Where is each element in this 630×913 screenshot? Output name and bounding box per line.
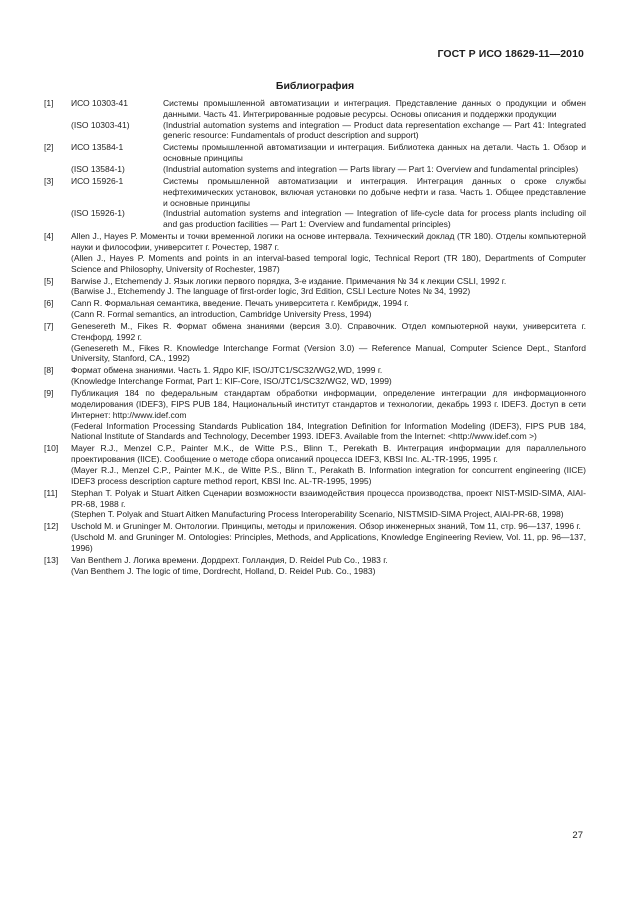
reference-body	[71, 298, 586, 320]
reference-number: [10]	[44, 443, 59, 454]
reference-text: (Knowledge Interchange Format, Part 1: KIF-Core, ISO/JTC1/SC32/WG2, WD, 1999)	[71, 376, 392, 387]
reference-text: Genesereth M., Fikes R. Формат обмена знаниями (версия 3.0). Справочник. Отдел компьютерной науки, университета г. Стенфорд. 1992 г.	[71, 321, 586, 342]
reference-text: (Barwise J., Etchemendy J. The language of first-order logic, 3rd Edition, CSLI Lecture Notes № 34, 1992)	[71, 286, 471, 297]
reference-entry	[44, 365, 586, 387]
reference-text: Публикация 184 по федеральным стандартам обработки информации, определение интеграции для информационного моделирования (IDEF3), FIPS PUB 184, Национальный институт стандартов и технологии, декабрь 1993 г. IDEF3. Доступ в сети Интернет: http://www.idef.com	[71, 388, 586, 420]
reference-text: Uschold M. и Gruninger M. Онтологии. Принципы, методы и приложения. Обзор инженерных знаний, Том 11, стр. 96—137, 1996 г.	[71, 521, 581, 532]
reference-number: [6]	[44, 298, 54, 309]
reference-line	[44, 298, 586, 320]
standard-title: (Industrial automation systems and integration — Parts library — Part 1: Overview and fundamental principles)	[163, 163, 579, 174]
reference-number: [1]	[44, 98, 54, 108]
reference-line	[44, 120, 586, 142]
reference-line	[44, 321, 586, 364]
reference-text: (Mayer R.J., Menzel C.P., Painter M.K., de Witte P.S., Blinn T., Perakath B. Information integration for concurrent engineering (IICE) IDEF3 process description capture method report, KBSI Inc. AL-TR-1995, 1995)	[71, 464, 586, 486]
reference-text: Mayer R.J., Menzel C.P., Painter M.K., de Witte P.S., Blinn T., Perekath B. Интеграция информации для параллельного проектирования (IICE). Сообщение о методе сбора описаний процесса IDEF3, KBSI Inc. AL-TR-1995, 1995 г.	[71, 443, 586, 465]
reference-line	[44, 276, 586, 298]
standard-title: Системы промышленной автоматизации и интеграция. Интеграция данных о сроке службы нефтехимических установок, включая установки по добыче нефти и газа. Часть 1. Общее представление и основные принципы	[163, 175, 586, 208]
reference-number: [9]	[44, 388, 54, 399]
document-header: ГОСТ Р ИСО 18629-11—2010	[437, 48, 584, 60]
reference-entry	[44, 98, 586, 141]
standard-code: (ISO 10303-41)	[71, 119, 130, 130]
reference-line	[44, 176, 586, 208]
reference-number: [4]	[44, 231, 54, 242]
standard-title: Системы промышленной автоматизации и интеграция. Представление данных о продукции и обмен данными. Часть 41. Интегрированные родовые ресурсы. Основы описания и поддержки продукции	[163, 98, 586, 119]
reference-line	[44, 365, 586, 387]
reference-number	[44, 208, 71, 230]
standard-code: (ISO 15926-1)	[71, 208, 125, 219]
reference-body	[71, 388, 586, 442]
reference-text: Barwise J., Etchemendy J. Язык логики первого порядка, 3-е издание. Примечания № 34 к лекции CSLI, 1992 г.	[71, 275, 507, 286]
reference-text: (Genesereth M., Fikes R. Knowledge Interchange Format (Version 3.0) — Reference Manual, Computer Science Dept., Stanford University, Stanford, CA., 1992)	[71, 342, 586, 364]
reference-line	[44, 231, 586, 274]
reference-text: (Federal Information Processing Standards Publication 184, Integration Definition for Information Modeling (IDEF3), FIPS PUB 184, National Institute of Standards and Technology, December 1993. IDEF3. Available from the Internet: <http://www.idef.com >)	[71, 420, 586, 442]
reference-entry	[44, 298, 586, 320]
reference-line	[44, 521, 586, 553]
standard-code: ИСО 13584-1	[71, 142, 124, 153]
reference-entry	[44, 443, 586, 486]
reference-entry	[44, 488, 586, 520]
reference-number: [3]	[44, 175, 54, 186]
reference-line	[44, 98, 586, 120]
reference-line	[44, 488, 586, 520]
bibliography-title: Библиография	[275, 80, 355, 92]
reference-line	[44, 164, 586, 175]
reference-text: Allen J., Hayes P. Моменты и точки временной логики на основе интервала. Технический доклад (TR 180). Отделы компьютерной науки и философии, университет г. Рочестер, 1987 г.	[71, 231, 586, 252]
reference-body	[71, 321, 586, 364]
reference-number: [5]	[44, 275, 54, 286]
reference-entry	[44, 521, 586, 553]
reference-text: (Uschold M. and Gruninger M. Ontologies: Principles, Methods, and Applications, Knowledge Engineering Review, Vol. 11, pp. 96—137, 1996)	[71, 532, 586, 553]
reference-text: (Van Benthem J. The logic of time, Dordrecht, Holland, D. Reidel Pub. Co., 1983)	[71, 565, 376, 576]
reference-text: (Stephen T. Polyak and Stuart Aitken Manufacturing Process Interoperability Scenario, NISTMSID-SIMA Project, AIAI-PR-68, 1998)	[71, 509, 564, 520]
standard-code: ИСО 10303-41	[71, 98, 128, 108]
reference-number: [12]	[44, 521, 59, 532]
reference-entry	[44, 276, 586, 298]
reference-text: (Allen J., Hayes P. Moments and points in an interval-based temporal logic, Technical Report (TR 180), Departments of Computer Science and Philosophy, University of Rochester, 1987)	[71, 252, 586, 274]
standard-title: Системы промышленной автоматизации и интеграция. Библиотека данных на детали. Часть 1. Обзор и основные принципы	[163, 142, 586, 164]
reference-body	[71, 443, 586, 486]
reference-text: Stephan T. Polyak и Stuart Aitken Сценарии возможности взаимодействия процесса производства, проект NIST-MSID-SIMA, AIAI-PR-68, 1988 г.	[71, 487, 586, 509]
standard-title: (Industrial automation systems and integration — Integration of life-cycle data for process plants including oil and gas production facilities — Part 1: Overview and fundamental principles)	[163, 208, 586, 230]
reference-text: (Cann R. Formal semantics, an introduction, Cambridge University Press, 1994)	[71, 309, 372, 320]
reference-entry	[44, 555, 586, 577]
standard-title: (Industrial automation systems and integration — Product data representation exchange — Part 41: Integrated generic resource: Fundamentals of product description and support)	[163, 119, 586, 141]
reference-entry	[44, 176, 586, 230]
standard-code: ИСО 15926-1	[71, 175, 124, 186]
reference-body	[71, 365, 586, 387]
reference-line	[44, 388, 586, 442]
reference-number: [11]	[44, 487, 58, 498]
standard-code: (ISO 13584-1)	[71, 163, 125, 174]
reference-body	[71, 521, 586, 553]
reference-number: [13]	[44, 554, 59, 565]
reference-entry	[44, 321, 586, 364]
reference-number: [8]	[44, 365, 54, 376]
reference-number	[44, 120, 71, 142]
reference-list	[44, 98, 586, 578]
reference-entry	[44, 142, 586, 174]
reference-line	[44, 142, 586, 164]
reference-number: [7]	[44, 321, 54, 332]
reference-text: Van Benthem J. Логика времени. Дордрехт. Голландия, D. Reidel Pub Co., 1983 г.	[71, 554, 388, 565]
reference-entry	[44, 388, 586, 442]
reference-body	[71, 231, 586, 274]
reference-entry	[44, 231, 586, 274]
reference-body	[71, 555, 586, 577]
reference-number: [2]	[44, 142, 54, 153]
reference-body	[71, 276, 586, 298]
reference-line	[44, 443, 586, 486]
reference-number	[44, 164, 71, 175]
reference-line	[44, 208, 586, 230]
page-number: 27	[572, 830, 583, 841]
reference-body	[71, 488, 586, 520]
reference-line	[44, 555, 586, 577]
reference-text: Формат обмена знаниями. Часть 1. Ядро KIF, ISO/JTC1/SC32/WG2,WD, 1999 г.	[71, 365, 383, 376]
reference-text: Cann R. Формальная семантика, введение. Печать университета г. Кембридж, 1994 г.	[71, 298, 409, 309]
